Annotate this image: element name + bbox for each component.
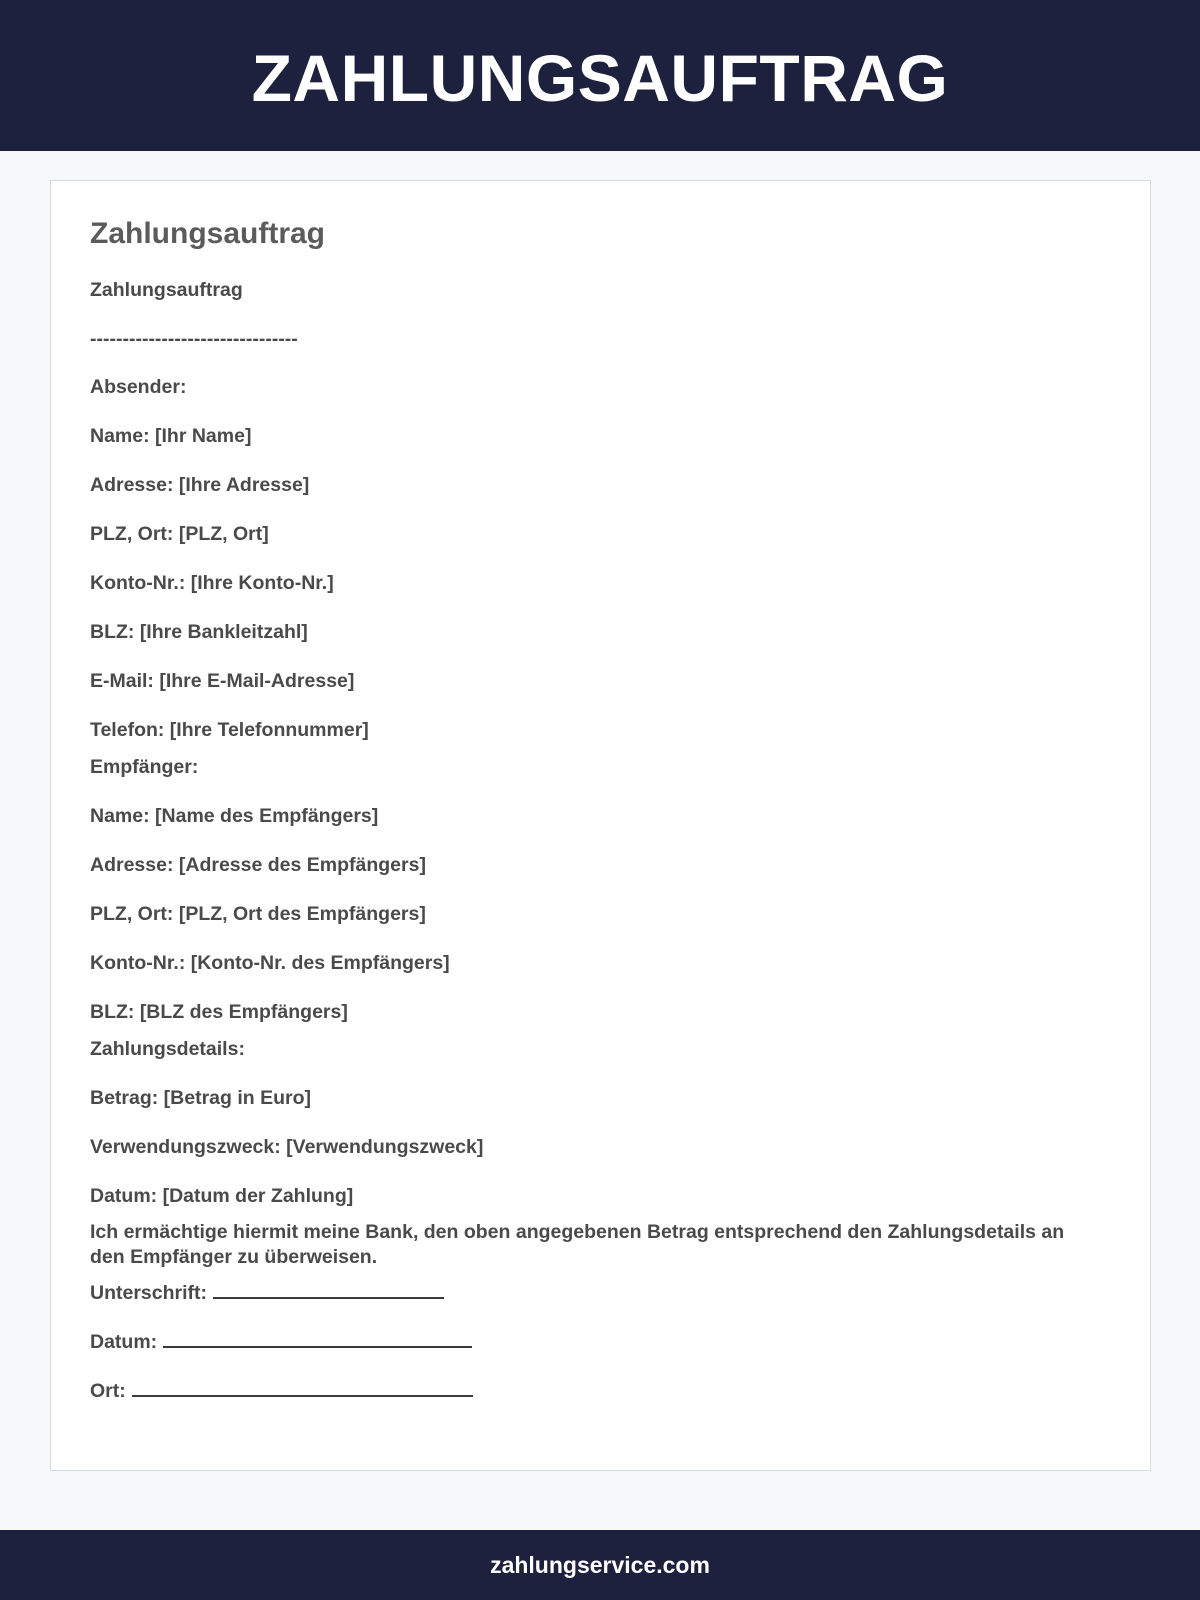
recipient-address: Adresse: [Adresse des Empfängers] (90, 854, 426, 876)
document-subheading: Zahlungsauftrag (90, 279, 243, 301)
recipient-name: Name: [Name des Empfängers] (90, 805, 379, 827)
sender-account: Konto-Nr.: [Ihre Konto-Nr.] (90, 572, 334, 594)
signature-row (90, 1283, 444, 1304)
sender-zip-city: PLZ, Ort: [PLZ, Ort] (90, 523, 269, 545)
document-card (50, 180, 1151, 1471)
sender-address: Adresse: [Ihre Adresse] (90, 474, 310, 496)
sender-phone: Telefon: [Ihre Telefonnummer] (90, 719, 369, 741)
page-footer (0, 1530, 1200, 1600)
payment-label: Zahlungsdetails: (90, 1038, 245, 1060)
signature-label: Unterschrift: (90, 1282, 208, 1304)
page-header (0, 0, 1200, 151)
payment-date: Datum: [Datum der Zahlung] (90, 1185, 354, 1207)
divider-text: -------------------------------- (90, 328, 298, 350)
authorization-text: Ich ermächtige hiermit meine Bank, den oben angegebenen Betrag entsprechend den Zahlungsdetails an den Empfänger zu überweisen. (90, 1221, 1065, 1268)
place-label: Ort: (90, 1380, 126, 1402)
footer-website: zahlungservice.com (490, 1551, 710, 1578)
sender-label: Absender: (90, 376, 187, 398)
document-heading: Zahlungsauftrag (90, 217, 326, 250)
sender-email: E-Mail: [Ihre E-Mail-Adresse] (90, 670, 355, 692)
recipient-account: Konto-Nr.: [Konto-Nr. des Empfängers] (90, 952, 450, 974)
header-title: ZAHLUNGSAUFTRAG (251, 40, 949, 115)
date-label: Datum: (90, 1331, 158, 1353)
date-row (90, 1332, 472, 1353)
sender-blz: BLZ: [Ihre Bankleitzahl] (90, 621, 308, 643)
signature-line[interactable] (213, 1283, 444, 1299)
place-row (90, 1381, 473, 1402)
date-line[interactable] (163, 1332, 472, 1348)
place-line[interactable] (132, 1381, 473, 1397)
recipient-zip-city: PLZ, Ort: [PLZ, Ort des Empfängers] (90, 903, 426, 925)
sender-name: Name: [Ihr Name] (90, 425, 252, 447)
payment-purpose: Verwendungszweck: [Verwendungszweck] (90, 1136, 484, 1158)
recipient-label: Empfänger: (90, 756, 199, 778)
recipient-blz: BLZ: [BLZ des Empfängers] (90, 1001, 348, 1023)
payment-amount: Betrag: [Betrag in Euro] (90, 1087, 312, 1109)
